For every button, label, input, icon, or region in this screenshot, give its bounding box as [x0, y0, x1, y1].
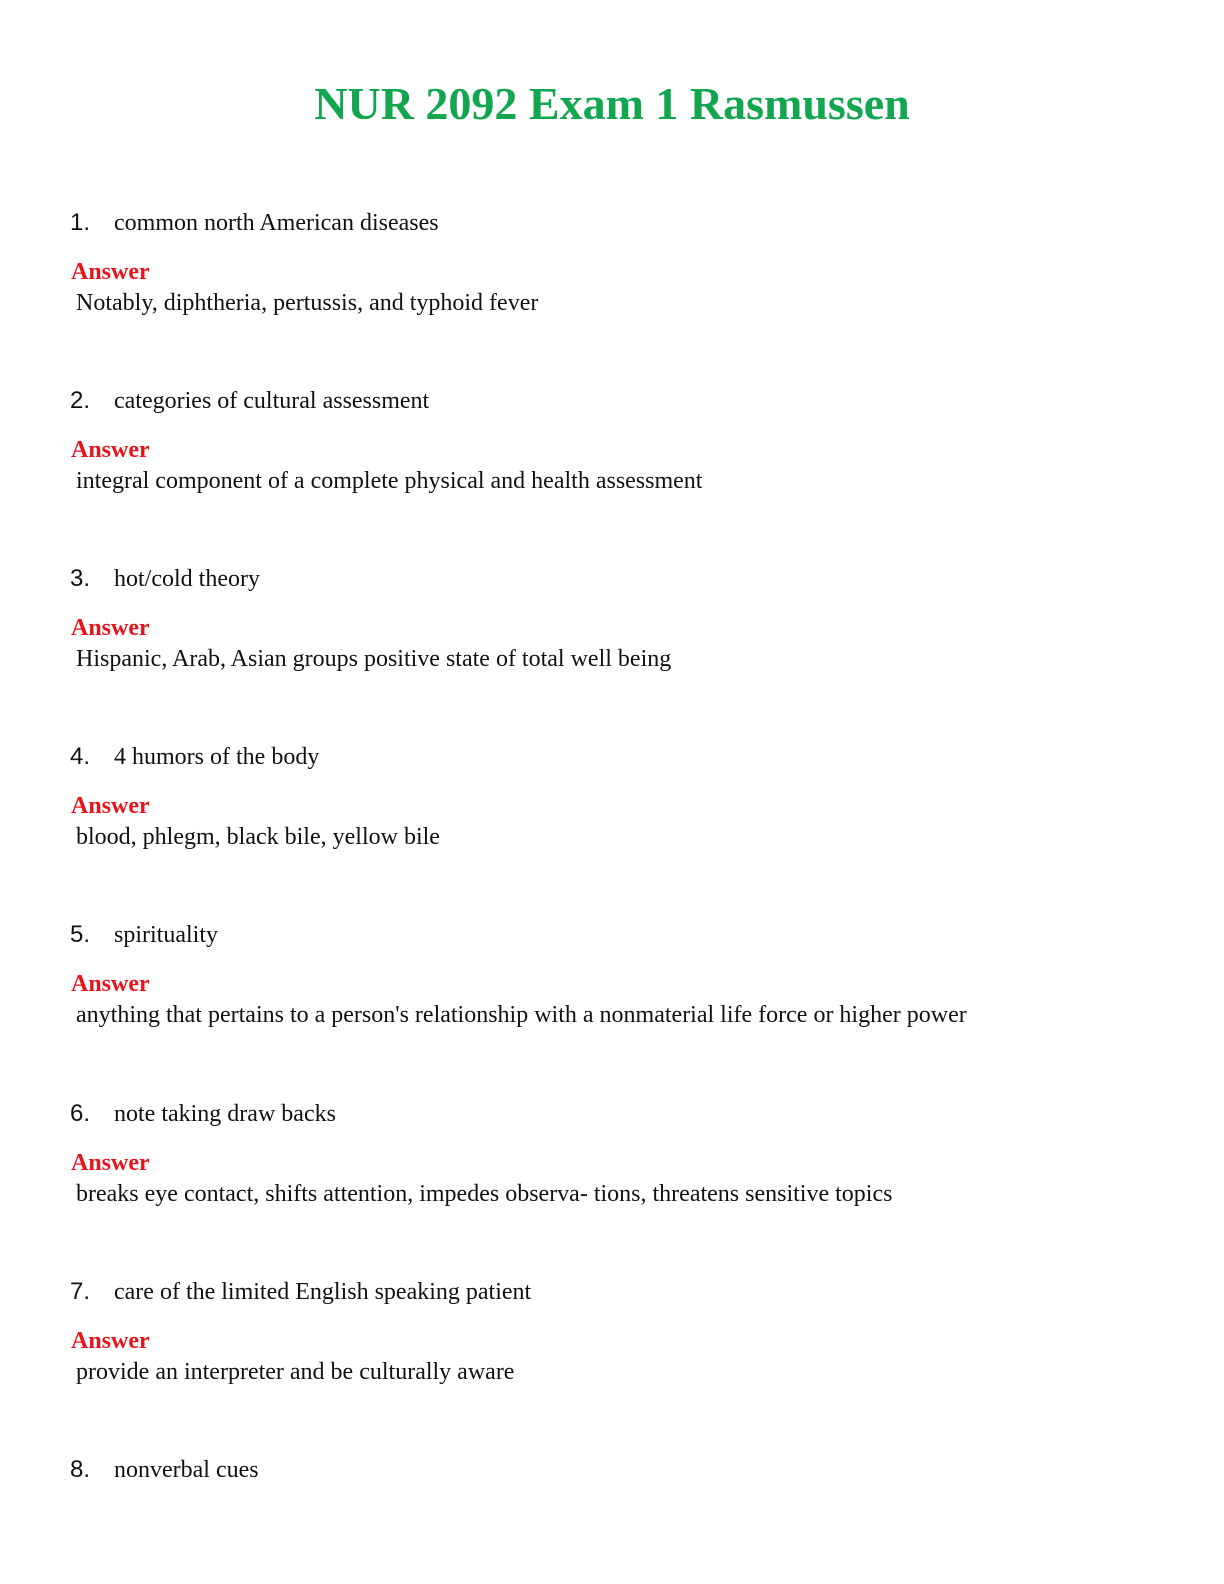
question-text: care of the limited English speaking patient [114, 1279, 532, 1305]
question-text: hot/cold theory [114, 566, 260, 592]
question-text: 4 humors of the body [114, 744, 320, 770]
question [70, 206, 439, 240]
question-text: note taking draw backs [114, 1101, 336, 1127]
question [70, 1453, 259, 1487]
answer-text: Notably, diphtheria, pertussis, and typhoid fever [76, 290, 539, 316]
answer-text: anything that pertains to a person's relationship with a nonmaterial life force or higher power [76, 1002, 967, 1028]
answer-text: blood, phlegm, black bile, yellow bile [76, 824, 440, 850]
question-number: 7. [70, 1278, 91, 1305]
question-number: 5. [70, 921, 91, 948]
question-text: categories of cultural assessment [114, 388, 430, 414]
question [70, 1097, 336, 1131]
question-number: 6. [70, 1100, 91, 1127]
answer-label: Answer [71, 971, 150, 997]
question-text: common north American diseases [114, 210, 439, 236]
answer-label: Answer [71, 793, 150, 819]
question-text: spirituality [114, 922, 218, 948]
question-number: 2. [70, 387, 91, 414]
answer-text: breaks eye contact, shifts attention, impedes observa- tions, threatens sensitive topics [76, 1181, 893, 1207]
answer-text: provide an interpreter and be culturally aware [76, 1359, 515, 1385]
answer-text: Hispanic, Arab, Asian groups positive state of total well being [76, 646, 672, 672]
answer-label: Answer [71, 1150, 150, 1176]
question-number: 8. [70, 1456, 91, 1483]
answer-label: Answer [71, 615, 150, 641]
answer-label: Answer [71, 259, 150, 285]
question-text: nonverbal cues [114, 1457, 259, 1483]
question-number: 3. [70, 565, 91, 592]
answer-label: Answer [71, 1328, 150, 1354]
answer-text: integral component of a complete physical and health assessment [76, 468, 703, 494]
document-title: NUR 2092 Exam 1 Rasmussen [314, 78, 910, 129]
answer-label: Answer [71, 437, 150, 463]
question [70, 918, 218, 952]
question [70, 740, 319, 774]
question-number: 4. [70, 743, 91, 770]
question [70, 1275, 531, 1309]
question [70, 384, 429, 418]
question [70, 562, 260, 596]
question-number: 1. [70, 209, 91, 236]
